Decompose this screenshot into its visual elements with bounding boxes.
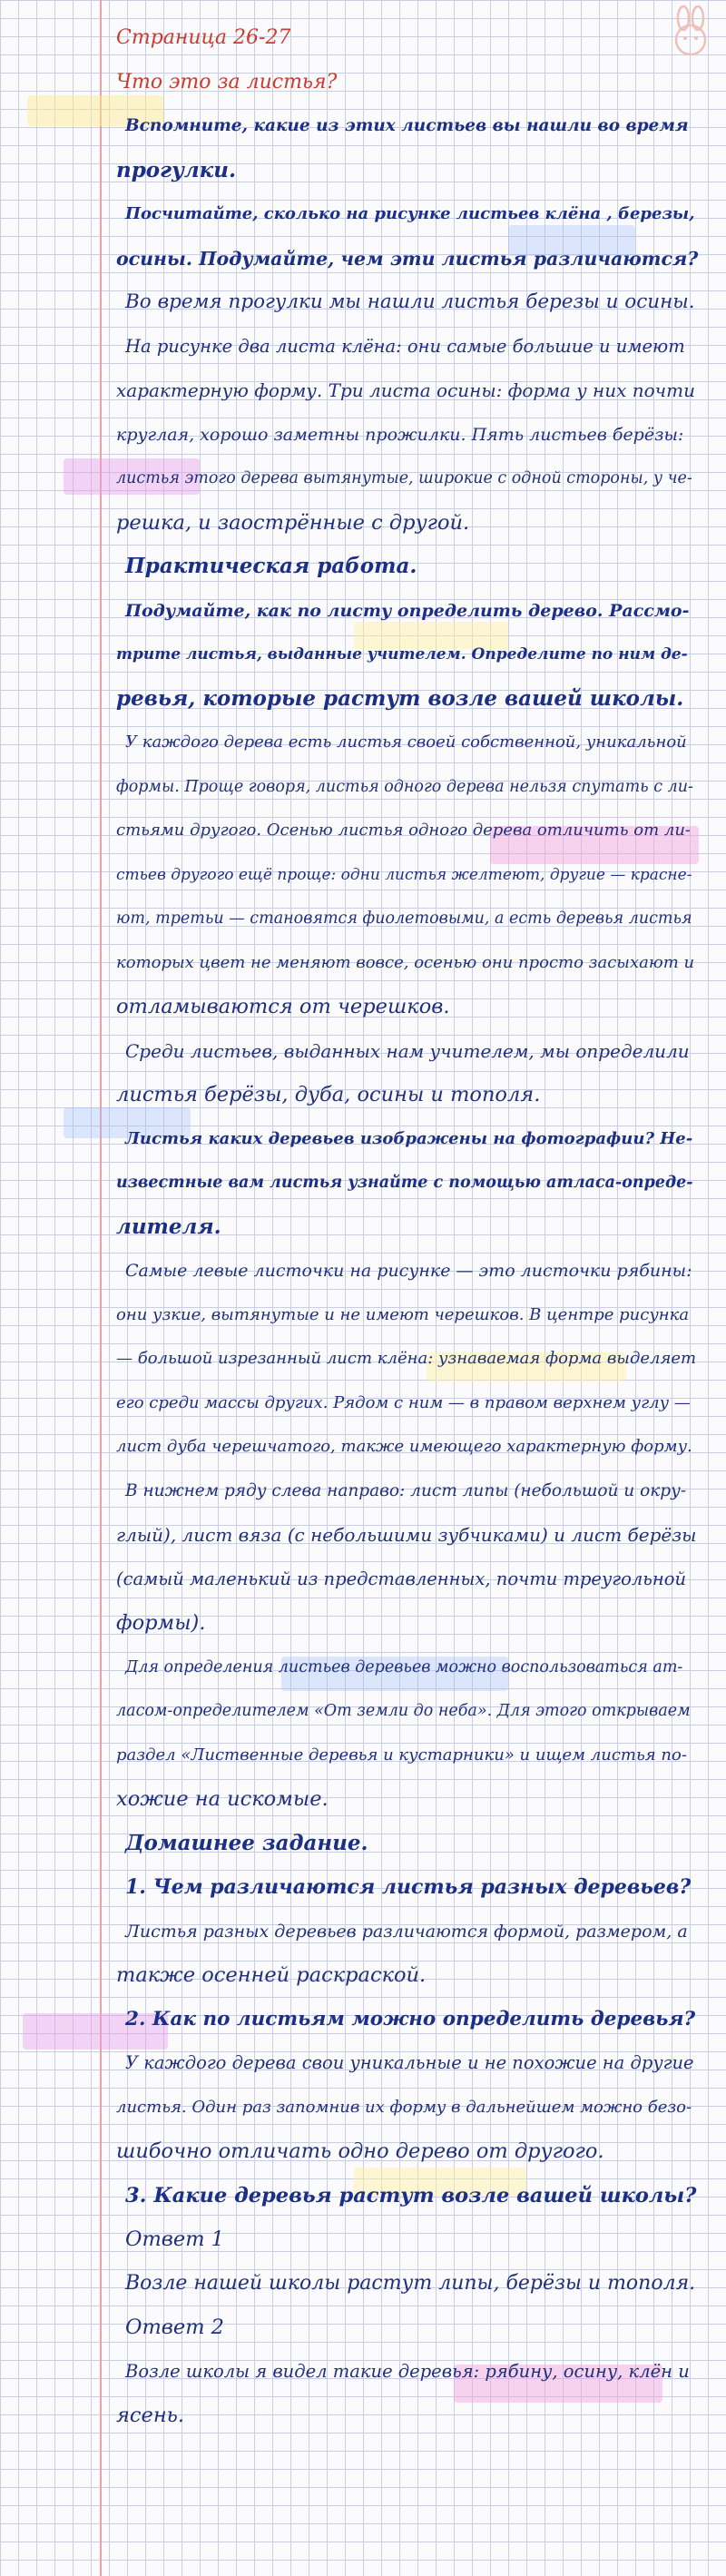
question-line: Домашнее задание.: [125, 1830, 368, 1855]
question-line: трите листья, выданные учителем. Определите по ним де-: [116, 645, 688, 664]
answer-line: также осенней раскраской.: [116, 1963, 427, 1987]
question-line: лителя.: [116, 1214, 221, 1239]
answer-line: характерную форму. Три листа осины: форма у них почти: [116, 379, 695, 401]
answer-line: формы. Проще говоря, листья одного дерева нельзя спутать с ли-: [116, 777, 693, 796]
answer-line: Самые левые листочки на рисунке — это листочки рябины:: [125, 1261, 692, 1281]
answer-line: решка, и заострённые с другой.: [116, 510, 470, 535]
question-line: ревья, которые растут возле вашей школы.: [116, 685, 684, 711]
answer-line: стьев другого ещё проще: одни листья желтеют, другие — красне-: [116, 865, 692, 884]
answer-line: раздел «Лиственные деревья и кустарники» и ищем листья по-: [116, 1745, 687, 1765]
answer-line: лист дуба черешчатого, также имеющего характерную форму.: [116, 1437, 692, 1456]
notebook-sheet: [116, 16, 697, 2438]
answer-line: На рисунке два листа клёна: они самые большие и имеют: [125, 335, 685, 357]
answer-line: ласом-определителем «От земли до неба». Для этого открываем: [116, 1702, 691, 1720]
question-line: Посчитайте, сколько на рисунке листьев клёна , березы,: [125, 204, 695, 223]
topic-title: Что это за листья?: [116, 70, 338, 93]
answer-line: Среди листьев, выданных нам учителем, мы определили: [125, 1039, 690, 1062]
question-line: осины. Подумайте, чем эти листья различаются?: [116, 247, 699, 270]
answer-line: листья. Один раз запомнив их форму в дальнейшем можно безо-: [116, 2097, 692, 2117]
question-line: Подумайте, как по листу определить дерево. Рассмо-: [125, 600, 690, 621]
answer-line: Возле нашей школы растут липы, берёзы и тополя.: [125, 2271, 696, 2295]
question-line: Вспомните, какие из этих листьев вы нашли во время: [125, 116, 689, 135]
question-line: 1. Чем различаются листья разных деревьев?: [125, 1875, 692, 1899]
answer-line: хожие на искомые.: [116, 1787, 329, 1811]
answer-line: стьями другого. Осенью листья одного дерева отличить от ли-: [116, 821, 692, 840]
notebook-margin-line: [100, 0, 102, 2576]
answer-line: В нижнем ряду слева направо: лист липы (небольшой и окру-: [125, 1480, 687, 1500]
question-line: известные вам листья узнайте с помощью атласа-опреде-: [116, 1174, 693, 1192]
answer-line: У каждого дерева свои уникальные и не похожие на другие: [125, 2052, 694, 2073]
question-line: Листья каких деревьев изображены на фотографии? Не-: [125, 1128, 693, 1148]
answer-line: Возле школы я видел такие деревья: рябину, осину, клён и: [125, 2360, 690, 2382]
answer-line: (самый маленький из представленных, почти треугольной: [116, 1568, 687, 1589]
answer-line: шибочно отличать одно дерево от другого.: [116, 2139, 604, 2163]
answer-line: формы).: [116, 1611, 206, 1635]
page-title: Страница 26-27: [116, 26, 291, 49]
answer-line: У каждого дерева есть листья своей собственной, уникальной: [125, 732, 687, 752]
question-line: прогулки.: [116, 157, 236, 182]
answer-line: ясень.: [116, 2404, 185, 2427]
answer-line: Для определения листьев деревьев можно воспользоваться ат-: [125, 1657, 683, 1676]
question-line: 2. Как по листьям можно определить деревья?: [125, 2007, 696, 2030]
answer-line: Листья разных деревьев различаются формой, размером, а: [125, 1921, 688, 1942]
answer-line: Во время прогулки мы нашли листья березы и осины.: [125, 290, 695, 313]
answer-line: Ответ 2: [125, 2315, 224, 2339]
answer-line: листья этого дерева вытянутые, широкие с одной стороны, у че-: [116, 469, 692, 487]
question-line: Практическая работа.: [125, 554, 417, 578]
answer-line: ют, третьи — становятся фиолетовыми, а есть деревья листья: [116, 909, 692, 928]
answer-line: глый), лист вяза (с небольшими зубчиками) и лист берёзы: [116, 1524, 697, 1546]
answer-line: которых цвет не меняют вовсе, осенью они просто засыхают и: [116, 952, 695, 972]
question-line: 3. Какие деревья растут возле вашей школы?: [125, 2183, 697, 2207]
answer-line: круглая, хорошо заметны прожилки. Пять листьев берёзы:: [116, 424, 684, 445]
answer-line: они узкие, вытянутые и не имеют черешков. В центре рисунка: [116, 1304, 690, 1324]
answer-line: его среди массы других. Рядом с ним — в правом верхнем углу —: [116, 1392, 691, 1412]
answer-line: отламываются от черешков.: [116, 995, 450, 1018]
answer-line: — большой изрезанный лист клёна: узнаваемая форма выделяет: [116, 1349, 697, 1368]
text-lines: [116, 104, 697, 2438]
answer-line: Ответ 1: [125, 2227, 224, 2251]
answer-line: листья берёзы, дуба, осины и тополя.: [116, 1083, 541, 1106]
